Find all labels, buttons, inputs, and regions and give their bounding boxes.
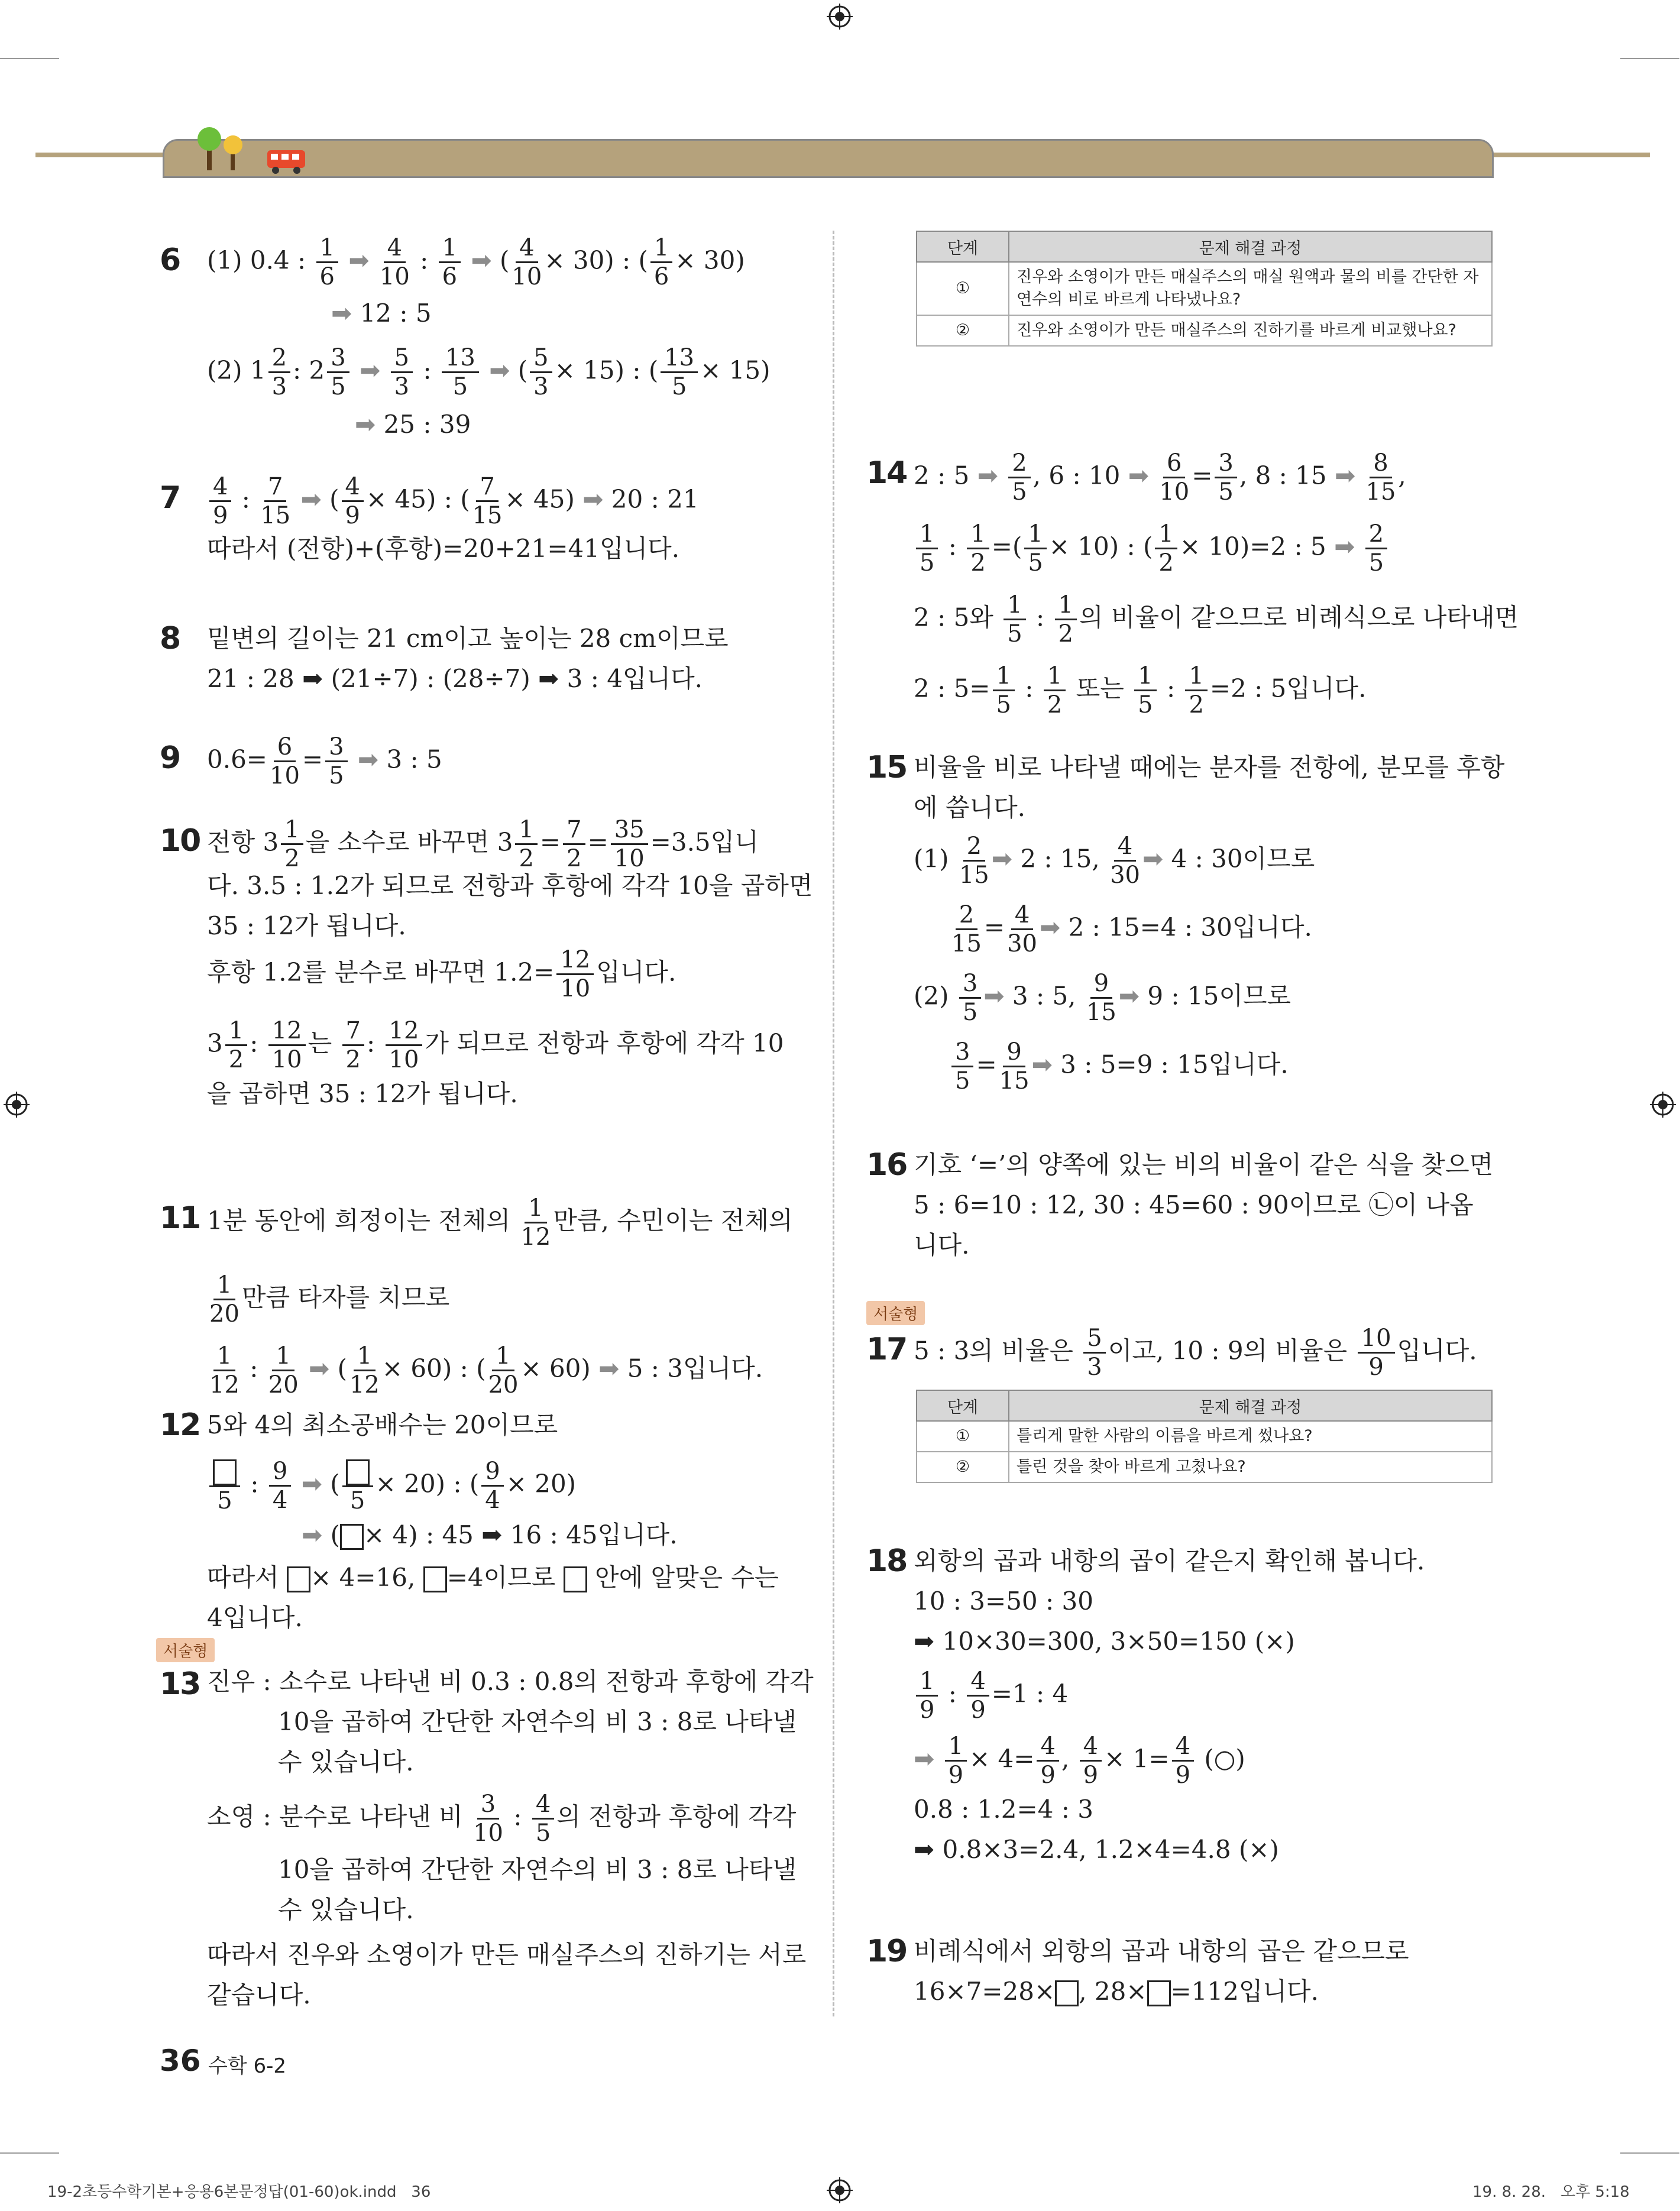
question-number: 11: [160, 1200, 200, 1236]
answer-line: ➡ 12 : 5: [331, 299, 432, 328]
bus-icon: [266, 149, 307, 176]
question-number: 9: [160, 740, 180, 776]
registration-mark-top: [827, 4, 853, 30]
answer-line: 2 : 5와 $\frac{1}{5}$ : $\frac{1}{2}$ 의 비율이 같으므로 비례식으로 나타내면: [914, 591, 1519, 648]
part-label: (2): [207, 355, 242, 385]
answer-line: 10 : 3=50 : 30: [914, 1587, 1093, 1616]
answer-line: 다. 3.5 : 1.2가 되므로 전항과 후항에 각각 10을 곱하면: [207, 871, 813, 900]
question-number: 17: [866, 1332, 907, 1367]
answer-line: 수 있습니다.: [278, 1747, 414, 1776]
table-header: 문제 해결 과정: [1009, 231, 1492, 262]
answer-line: 니다.: [914, 1231, 970, 1260]
answer-line: ➡ 10×30=300, 3×50=150 (×): [914, 1627, 1295, 1656]
question-number: 8: [160, 621, 180, 656]
answer-line: 4입니다.: [207, 1603, 303, 1632]
rubric-table-17: [916, 1390, 1493, 1483]
answer-line: 에 씁니다.: [914, 793, 1025, 822]
registration-mark-right: [1650, 1092, 1676, 1118]
answer-line: 비율을 비로 나타낼 때에는 분자를 전항에, 분모를 후항: [914, 753, 1505, 782]
crop-mark: [0, 58, 59, 59]
answer-line: (2) 1 $\frac{2}{3}$ : 2 $\frac{3}{5}$ ➡ $\frac{5}{3}$ : $\frac{13}{5}$ ➡ ( $\frac{5}{3}$ × 15) : ( $\frac{13}{5}$ × 15): [207, 344, 771, 400]
part-label: (1) 0.4: [207, 245, 290, 275]
answer-value: 3 : 5: [386, 744, 442, 774]
question-number: 6: [160, 242, 180, 278]
answer-line: 외항의 곱과 내항의 곱이 같은지 확인해 봅니다.: [914, 1546, 1425, 1575]
answer-line: ➡ ( × 4) : 45 ➡ 16 : 45입니다.: [302, 1520, 678, 1549]
crop-mark: [1620, 58, 1679, 59]
question-number: 15: [866, 750, 907, 785]
essay-tag: 서술형: [156, 1638, 215, 1662]
question-number: 10: [160, 823, 200, 859]
answer-line: 2 : 5= $\frac{1}{5}$ : $\frac{1}{2}$ 또는 $\frac{1}{5}$ : $\frac{1}{2}$ =2 : 5입니다.: [914, 662, 1367, 718]
answer-line: 0.8 : 1.2=4 : 3: [914, 1795, 1093, 1824]
answer-line: $\frac{3}{5}$ = $\frac{9}{15}$ ➡ 3 : 5=9 : 15입니다.: [949, 1038, 1289, 1095]
column-divider: [833, 231, 834, 2016]
answer-line: 을 곱하면 35 : 12가 됩니다.: [207, 1079, 518, 1108]
answer-line: 비례식에서 외항의 곱과 내항의 곱은 같으므로: [914, 1937, 1409, 1966]
answer-line: 따라서 진우와 소영이가 만든 매실주스의 진하기는 서로: [207, 1940, 807, 1969]
answer-value: 20 : 21: [611, 484, 699, 514]
question-number: 19: [866, 1934, 907, 1969]
answer-line: 후항 1.2를 분수로 바꾸면 1.2= $\frac{12}{10}$ 입니다.: [207, 946, 676, 1002]
crop-mark: [1620, 2152, 1679, 2154]
answer-value: 25 : 39: [383, 410, 471, 439]
header-tab: [163, 139, 1494, 178]
registration-mark-left: [4, 1092, 30, 1118]
file-name: 19-2초등수학기본+응용6본문정답(01-60)ok.indd 36: [47, 2183, 431, 2201]
answer-line: 기호 ‘=’의 양쪽에 있는 비의 비율이 같은 식을 찾으면: [914, 1150, 1494, 1179]
answer-line: 2 : 5 ➡ $\frac{2}{5}$ , 6 : 10 ➡ $\frac{6}{10}$ = $\frac{3}{5}$ , 8 : 15 ➡ $\frac{8}{15}$ ,: [914, 449, 1406, 506]
question-number: 18: [866, 1543, 907, 1579]
answer-line: 35 : 12가 됩니다.: [207, 911, 406, 940]
page-number: 36: [160, 2044, 201, 2078]
answer-line: 같습니다.: [207, 1980, 311, 2009]
table-row: ② 틀린 것을 찾아 바르게 고쳤나요?: [917, 1452, 1492, 1482]
table-row: ① 틀리게 말한 사람의 이름을 바르게 썼나요?: [917, 1421, 1492, 1452]
table-header: 단계: [917, 231, 1009, 262]
answer-line: 0.6= $\frac{6}{10}$ = $\frac{3}{5}$ ➡ 3 : 5: [207, 733, 442, 789]
answer-line: (1) $\frac{2}{15}$ ➡ 2 : 15, $\frac{4}{30}$ ➡ 4 : 30이므로: [914, 833, 1315, 889]
answer-line: 밑변의 길이는 21 cm이고 높이는 28 cm이므로: [207, 624, 729, 653]
answer-value: 12 : 5: [360, 299, 432, 328]
answer-line: $\frac{1}{5}$ : $\frac{1}{2}$ =( $\frac{1}{5}$ × 10) : ( $\frac{1}{2}$ × 10)=2 : 5 ➡ $\frac{2}{5}$: [914, 520, 1390, 577]
rubric-table-13: [916, 231, 1493, 347]
answer-line: 전항 3 $\frac{1}{2}$ 을 소수로 바꾸면 3 $\frac{1}{2}$ = $\frac{7}{2}$ = $\frac{35}{10}$ =3.5입니: [207, 816, 759, 872]
answer-line: 수 있습니다.: [278, 1895, 414, 1924]
table-row: ② 진우와 소영이가 만든 매실주스의 진하기를 바르게 비교했나요?: [917, 315, 1492, 346]
answer-line: 10을 곱하여 간단한 자연수의 비 3 : 8로 나타낼: [278, 1855, 797, 1884]
answer-line: 5와 4의 최소공배수는 20이므로: [207, 1410, 558, 1439]
question-number: 14: [866, 455, 907, 491]
answer-line: $\frac{2}{15}$ = $\frac{4}{30}$ ➡ 2 : 15=4 : 30입니다.: [951, 901, 1312, 957]
answer-line: 1분 동안에 희정이는 전체의 $\frac{1}{12}$ 만큼, 수민이는 전체의: [207, 1194, 793, 1251]
question-number: 12: [160, 1407, 200, 1443]
table-row: ① 진우와 소영이가 만든 매실주스의 매실 원액과 물의 비를 간단한 자연수의 비로 바르게 나타냈나요?: [917, 262, 1492, 315]
answer-line: $\frac{1}{9}$ : $\frac{4}{9}$ =1 : 4: [914, 1668, 1068, 1724]
answer-line: 진우 : 소수로 나타낸 비 0.3 : 0.8의 전항과 후항에 각각: [207, 1667, 814, 1696]
answer-line: 5 : 3의 비율은 $\frac{5}{3}$ 이고, 10 : 9의 비율은 $\frac{10}{9}$ 입니다.: [914, 1325, 1477, 1381]
answer-line: 소영 : 분수로 나타낸 비 $\frac{3}{10}$ : $\frac{4}{5}$ 의 전항과 후항에 각각: [207, 1791, 797, 1847]
table-header: 문제 해결 과정: [1009, 1390, 1492, 1421]
answer-line: ➡ $\frac{1}{9}$ × 4= $\frac{4}{9}$ , $\frac{4}{9}$ × 1= $\frac{4}{9}$ (○): [914, 1733, 1245, 1789]
answer-line: (1) 0.4 : $\frac{1}{6}$ ➡ $\frac{4}{10}$ : $\frac{1}{6}$ ➡ ( $\frac{4}{10}$ × 30) : ( $\frac{1}{6}$ × 30): [207, 234, 745, 290]
answer-line: 3 $\frac{1}{2}$ : $\frac{12}{10}$ 는 $\frac{7}{2}$ : $\frac{12}{10}$ 가 되므로 전항과 후항에 각각 10: [207, 1017, 784, 1073]
answer-line: $\frac{1}{20}$ 만큼 타자를 치므로: [209, 1271, 450, 1328]
question-number: 13: [160, 1666, 200, 1702]
crop-mark: [0, 2152, 59, 2154]
answer-line: 따라서 × 4=16, =4이므로 안에 알맞은 수는: [207, 1563, 779, 1592]
registration-mark-bottom: [827, 2177, 853, 2203]
answer-line: ➡ 0.8×3=2.4, 1.2×4=4.8 (×): [914, 1835, 1279, 1864]
answer-line: 5 : 6=10 : 12, 30 : 45=60 : 90이므로 ㉡이 나옵: [914, 1190, 1474, 1219]
answer-value: 5 : 3입니다.: [627, 1354, 763, 1383]
print-timestamp: 19. 8. 28. 오후 5:18: [1472, 2183, 1630, 2201]
answer-line: 21 : 28 ➡ (21÷7) : (28÷7) ➡ 3 : 4입니다.: [207, 664, 703, 693]
answer-line: (2) $\frac{3}{5}$ ➡ 3 : 5, $\frac{9}{15}$ ➡ 9 : 15이므로: [914, 970, 1291, 1026]
table-header: 단계: [917, 1390, 1009, 1421]
tree-icon: [195, 126, 254, 173]
question-number: 7: [160, 480, 180, 516]
essay-tag: 서술형: [866, 1301, 925, 1325]
answer-line: ➡ 25 : 39: [355, 410, 471, 439]
answer-line: 5 : $\frac{9}{4}$ ➡ ( 5 × 20) : ( $\frac{9}{4}$ × 20): [207, 1457, 576, 1514]
answer-line: 10을 곱하여 간단한 자연수의 비 3 : 8로 나타낼: [278, 1707, 797, 1736]
subject-label: 수학 6-2: [208, 2054, 287, 2078]
answer-line: $\frac{1}{12}$ : $\frac{1}{20}$ ➡ ( $\frac{1}{12}$ × 60) : ( $\frac{1}{20}$ × 60) ➡ 5 : 3입니다.: [209, 1342, 763, 1399]
question-number: 16: [866, 1147, 907, 1183]
answer-line: $\frac{4}{9}$ : $\frac{7}{15}$ ➡ ( $\frac{4}{9}$ × 45) : ( $\frac{7}{15}$ × 45) ➡ 20 : 21: [207, 473, 699, 529]
answer-line: 따라서 (전항)+(후항)=20+21=41입니다.: [207, 534, 680, 563]
answer-line: 16×7=28× , 28× =112입니다.: [914, 1977, 1319, 2006]
